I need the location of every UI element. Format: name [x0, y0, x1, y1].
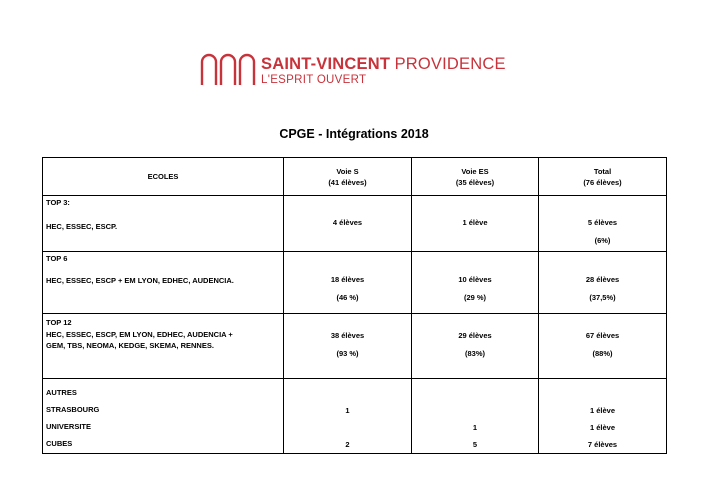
top6-voie-s: 18 élèves (46 %): [284, 252, 412, 314]
autres-voie-s: 1 2: [284, 379, 412, 454]
table-row-autres: [43, 379, 667, 454]
top3-total-pct: (6%): [594, 236, 611, 245]
top12-total: 67 élèves (88%): [539, 314, 667, 379]
col-header-voie-es: Voie ES (35 élèves): [412, 158, 539, 196]
table-row-top3: [43, 196, 667, 252]
top3-total: 5 élèves (6%): [539, 196, 667, 252]
col-header-voie-s: Voie S (41 élèves): [284, 158, 412, 196]
autres-name-cubes: CUBES: [46, 439, 73, 448]
brand-name-bold: SAINT-VINCENT: [261, 55, 391, 73]
autres-heading: AUTRES: [46, 388, 77, 397]
top12-voie-s: 38 élèves (93 %): [284, 314, 412, 379]
col-header-ecoles: ECOLES: [43, 158, 284, 196]
autres-total: 1 élève 1 élève 7 élèves: [539, 379, 667, 454]
top12-schools-line1: HEC, ESSEC, ESCP, EM LYON, EDHEC, AUDENCIA +: [46, 330, 233, 339]
top6-total: 28 élèves (37,5%): [539, 252, 667, 314]
top3-heading: TOP 3:: [46, 198, 70, 207]
autres-name-universite: UNIVERSITE: [46, 422, 92, 431]
top3-schools: HEC, ESSEC, ESCP.: [46, 222, 118, 231]
top3-voie-es: 1 élève: [412, 196, 539, 252]
top6-voie-es: 10 élèves (29 %): [412, 252, 539, 314]
top6-schools: HEC, ESSEC, ESCP + EM LYON, EDHEC, AUDENCIA.: [46, 276, 234, 285]
brand-name-light: PROVIDENCE: [394, 55, 506, 73]
top12-heading: TOP 12: [46, 318, 72, 327]
top12-schools-cell: [43, 314, 284, 379]
autres-name-strasbourg: STRASBOURG: [46, 405, 100, 414]
col-header-total: Total (76 élèves): [539, 158, 667, 196]
top6-heading: TOP 6: [46, 254, 68, 263]
top6-schools-cell: [43, 252, 284, 314]
top12-schools-line2: GEM, TBS, NEOMA, KEDGE, SKEMA, RENNES.: [46, 341, 214, 350]
autres-schools-cell: [43, 379, 284, 454]
brand-tagline: L'ESPRIT OUVERT: [261, 74, 367, 86]
arches-logo-icon: [200, 52, 256, 86]
top12-voie-es: 29 élèves (83%): [412, 314, 539, 379]
top3-schools-cell: [43, 196, 284, 252]
autres-voie-es: 1 5: [412, 379, 539, 454]
table-row-top12: [43, 314, 667, 379]
table-row-top6: [43, 252, 667, 314]
logo-text: [261, 55, 506, 86]
page-title: CPGE - Intégrations 2018: [279, 127, 429, 141]
integrations-table: [42, 157, 667, 454]
table-header-row: [43, 158, 667, 196]
top3-voie-s: 4 élèves: [284, 196, 412, 252]
